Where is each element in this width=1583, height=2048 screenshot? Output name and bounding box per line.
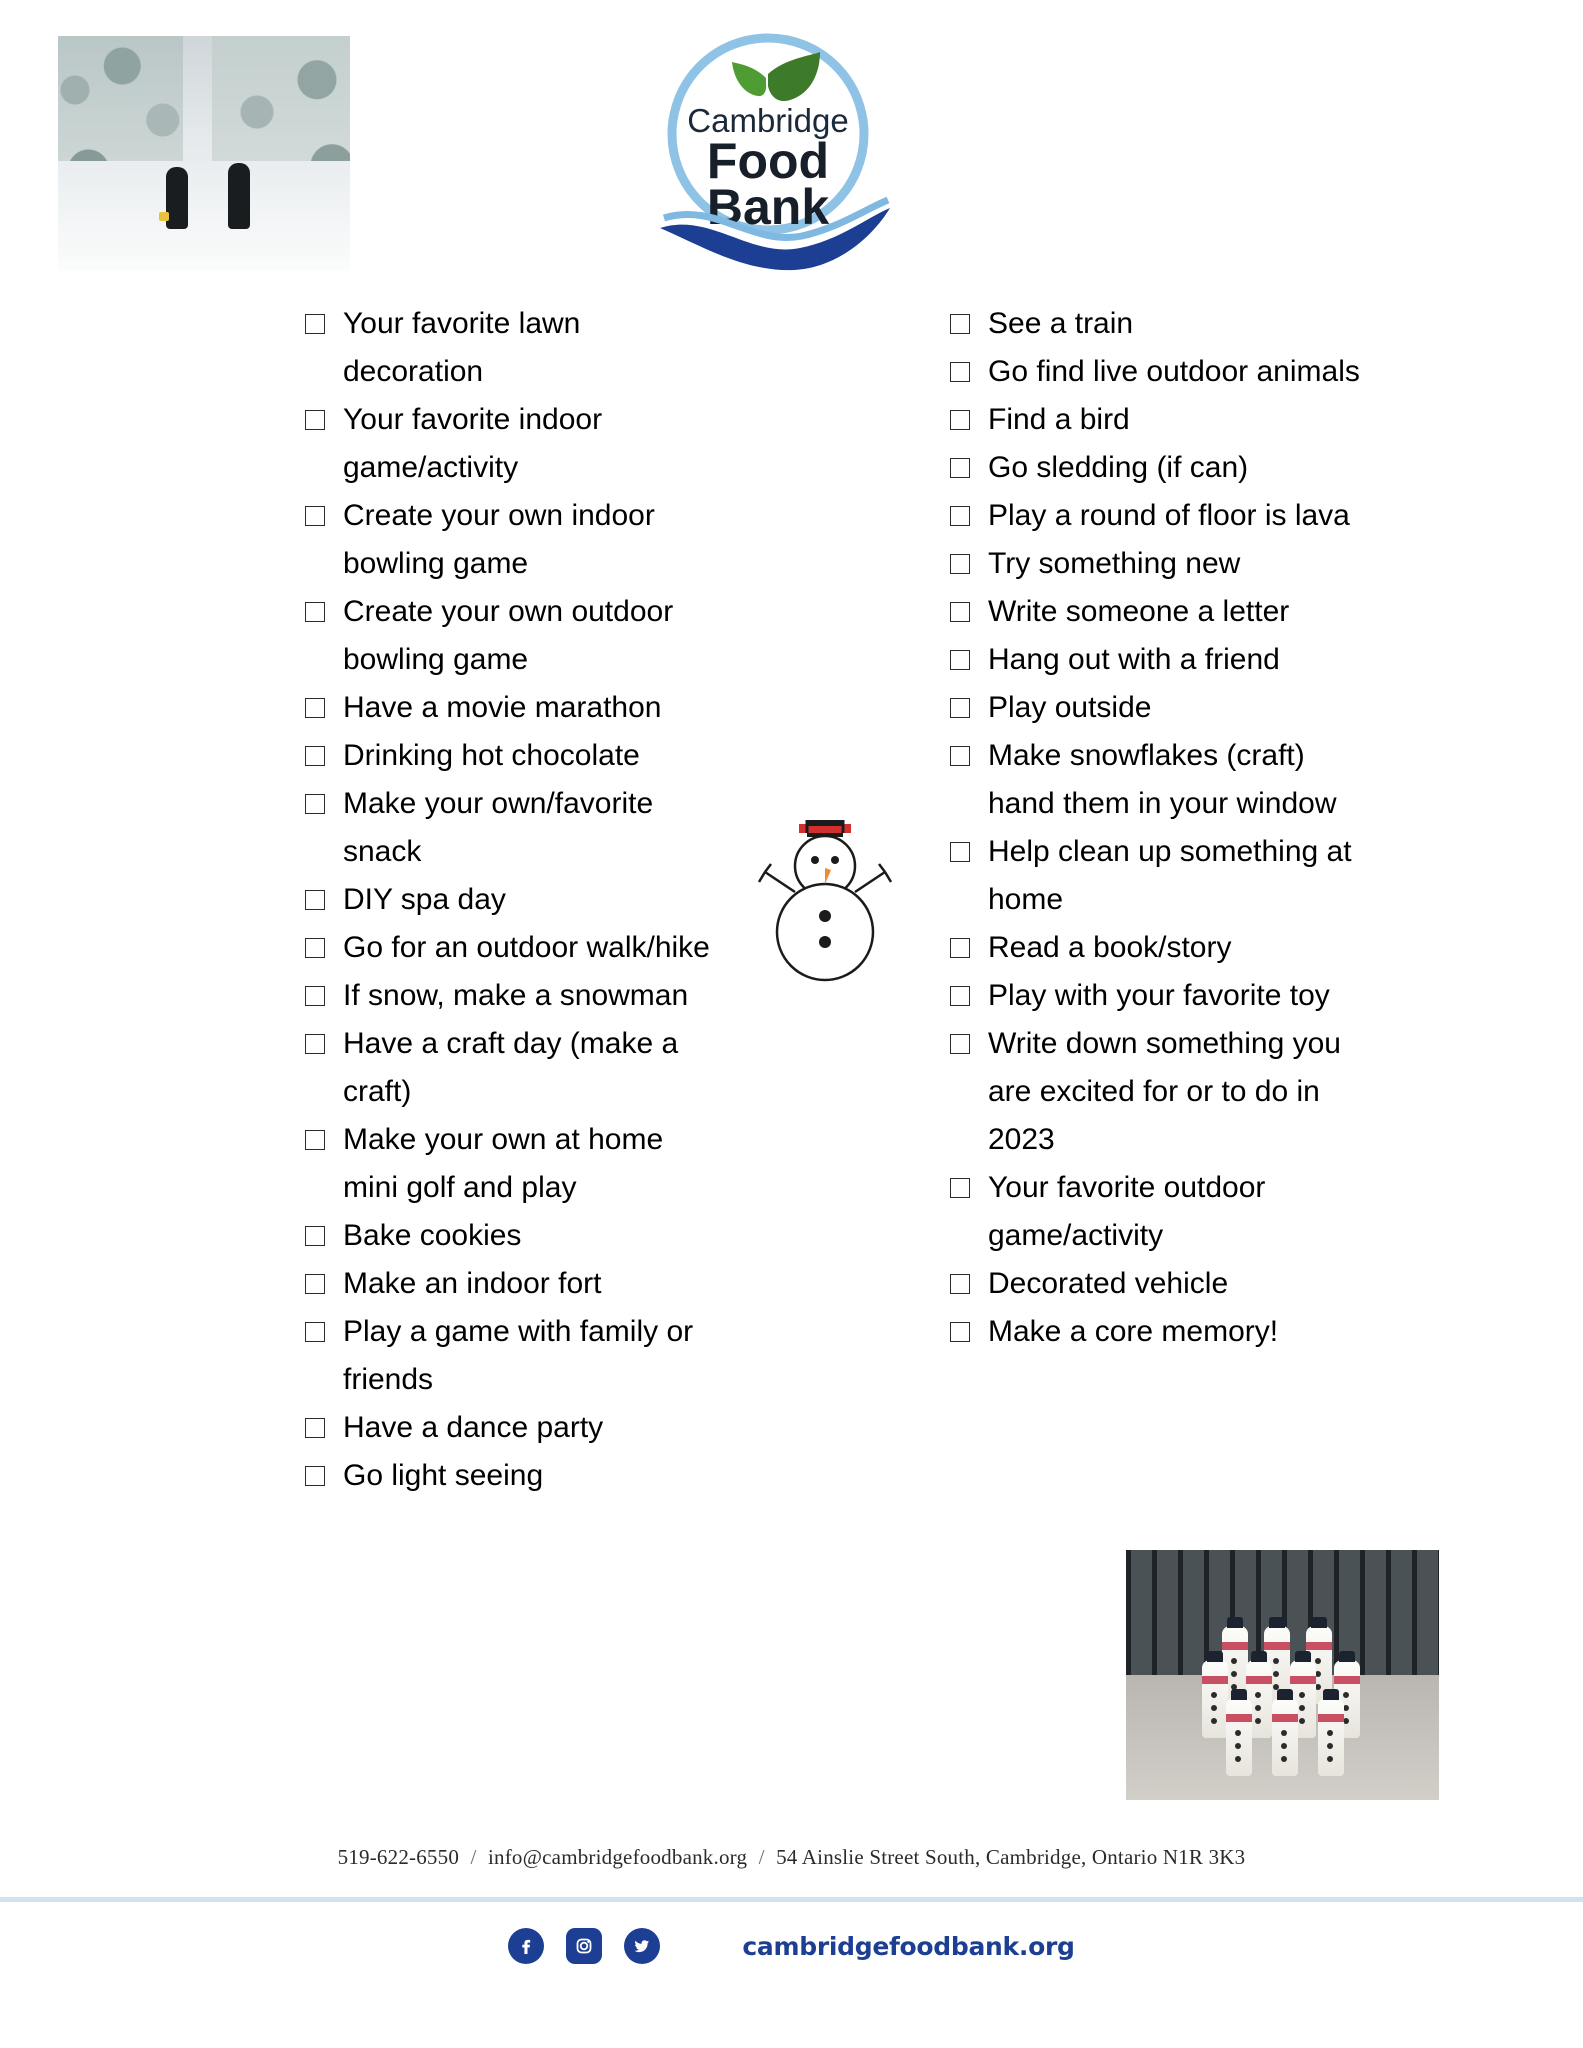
- checkbox-icon[interactable]: [305, 1418, 325, 1438]
- website-url[interactable]: cambridgefoodbank.org: [742, 1931, 1075, 1961]
- photo-person-left: [166, 167, 188, 229]
- checkbox-icon[interactable]: [305, 314, 325, 334]
- checklist-item[interactable]: [950, 540, 1370, 588]
- checklist-item[interactable]: [950, 1260, 1370, 1308]
- checklist-item[interactable]: [305, 300, 725, 396]
- checklist-item-label: Write down something you are excited for or to do in 2023: [988, 1027, 1341, 1156]
- checklist-item[interactable]: [305, 924, 725, 972]
- checkbox-icon[interactable]: [950, 650, 970, 670]
- checklist-item-label: Make a core memory!: [988, 1315, 1279, 1348]
- footer-social-bar: [0, 1928, 1583, 1964]
- photo-snowy-road: [58, 161, 350, 271]
- checkbox-icon[interactable]: [950, 362, 970, 382]
- checklist-item[interactable]: [305, 1020, 725, 1116]
- photo-bottle: [1318, 1698, 1344, 1776]
- checkbox-icon[interactable]: [950, 938, 970, 958]
- checklist-item-label: DIY spa day: [343, 883, 506, 916]
- facebook-icon[interactable]: [508, 1928, 544, 1964]
- checklist-item-label: Go light seeing: [343, 1459, 544, 1492]
- footer-separator: /: [470, 1845, 477, 1869]
- checklist-item[interactable]: [305, 1308, 725, 1404]
- checklist-item-label: Drinking hot chocolate: [343, 739, 640, 772]
- checklist-item-label: Your favorite lawn decoration: [343, 307, 581, 388]
- checklist-item[interactable]: [305, 1404, 725, 1452]
- checkbox-icon[interactable]: [950, 410, 970, 430]
- checklist-item-label: Your favorite indoor game/activity: [343, 403, 603, 484]
- checklist-column-left: [305, 300, 725, 1500]
- checklist-item-label: Find a bird: [988, 403, 1130, 436]
- checkbox-icon[interactable]: [950, 602, 970, 622]
- checklist-item-label: Go find live outdoor animals: [988, 355, 1360, 388]
- cambridge-food-bank-logo: [640, 22, 910, 282]
- checklist-item-label: If snow, make a snowman: [343, 979, 689, 1012]
- checklist-item-label: Make your own at home mini golf and play: [343, 1123, 664, 1204]
- footer-contact-line: [0, 1845, 1583, 1870]
- checklist-item-label: Read a book/story: [988, 931, 1232, 964]
- checkbox-icon[interactable]: [950, 1274, 970, 1294]
- checklist-column-right: [950, 300, 1370, 1356]
- checklist-item-label: Hang out with a friend: [988, 643, 1280, 676]
- checklist-item-label: Have a craft day (make a craft): [343, 1027, 679, 1108]
- checkbox-icon[interactable]: [305, 698, 325, 718]
- checkbox-icon[interactable]: [305, 890, 325, 910]
- checklist-item[interactable]: [950, 1020, 1370, 1164]
- checklist-item[interactable]: [305, 1212, 725, 1260]
- checklist-item-label: Make your own/favorite snack: [343, 787, 654, 868]
- checkbox-icon[interactable]: [950, 1178, 970, 1198]
- photo-person-right: [228, 163, 250, 229]
- checklist-item[interactable]: [950, 348, 1370, 396]
- twitter-icon[interactable]: [624, 1928, 660, 1964]
- checkbox-icon[interactable]: [305, 506, 325, 526]
- photo-bottle: [1202, 1660, 1228, 1738]
- checklist-item-label: Have a movie marathon: [343, 691, 662, 724]
- checklist-item-label: Create your own outdoor bowling game: [343, 595, 674, 676]
- checklist-item[interactable]: [950, 972, 1370, 1020]
- checklist-item[interactable]: [305, 780, 725, 876]
- checkbox-icon[interactable]: [305, 602, 325, 622]
- checkbox-icon[interactable]: [305, 410, 325, 430]
- checkbox-icon[interactable]: [950, 1322, 970, 1342]
- checklist-item-label: Play a game with family or friends: [343, 1315, 694, 1396]
- checklist-item-label: Decorated vehicle: [988, 1267, 1229, 1300]
- checklist-item[interactable]: [305, 1260, 725, 1308]
- checklist-right-list: [950, 300, 1370, 1356]
- checkbox-icon[interactable]: [305, 938, 325, 958]
- footer-separator: /: [758, 1845, 765, 1869]
- checklist-item-label: Go for an outdoor walk/hike: [343, 931, 710, 964]
- footer-email[interactable]: info@cambridgefoodbank.org: [487, 1845, 748, 1869]
- checklist-item[interactable]: [950, 828, 1370, 924]
- checkbox-icon[interactable]: [305, 746, 325, 766]
- checkbox-icon[interactable]: [950, 698, 970, 718]
- checklist-item[interactable]: [950, 684, 1370, 732]
- checkbox-icon[interactable]: [950, 842, 970, 862]
- checkbox-icon[interactable]: [950, 1034, 970, 1054]
- checklist-item[interactable]: [950, 924, 1370, 972]
- winter-walk-photo: [58, 36, 350, 271]
- checklist-item[interactable]: [950, 636, 1370, 684]
- checklist-item-label: See a train: [988, 307, 1134, 340]
- instagram-icon[interactable]: [566, 1928, 602, 1964]
- checklist-item-label: Go sledding (if can): [988, 451, 1249, 484]
- checkbox-icon[interactable]: [950, 986, 970, 1006]
- checklist-item[interactable]: [305, 684, 725, 732]
- checklist-item[interactable]: [305, 588, 725, 684]
- checklist-item-label: Have a dance party: [343, 1411, 604, 1444]
- svg-text:Bank: Bank: [706, 179, 830, 235]
- checklist-item[interactable]: [305, 972, 725, 1020]
- checklist-item[interactable]: [950, 732, 1370, 828]
- checklist-item-label: Try something new: [988, 547, 1241, 580]
- checklist-item-label: Make an indoor fort: [343, 1267, 602, 1300]
- checklist-item[interactable]: [950, 1164, 1370, 1260]
- checklist-item-label: Write someone a letter: [988, 595, 1290, 628]
- checklist-item-label: Help clean up something at home: [988, 835, 1352, 916]
- photo-bottle: [1226, 1698, 1252, 1776]
- checklist-item-label: Bake cookies: [343, 1219, 522, 1252]
- checklist-item-label: Play a round of floor is lava: [988, 499, 1350, 532]
- checklist-item-label: Your favorite outdoor game/activity: [988, 1171, 1266, 1252]
- svg-text:Food: Food: [706, 133, 830, 189]
- footer-address: 54 Ainslie Street South, Cambridge, Ontario N1R 3K3: [776, 1845, 1246, 1869]
- checklist-item[interactable]: [305, 396, 725, 492]
- snowman-bowling-pins-photo: [1126, 1550, 1439, 1800]
- checkbox-icon[interactable]: [305, 1274, 325, 1294]
- checkbox-icon[interactable]: [950, 506, 970, 526]
- checklist-item[interactable]: [950, 492, 1370, 540]
- checkbox-icon[interactable]: [950, 458, 970, 478]
- checklist-item[interactable]: [950, 396, 1370, 444]
- checklist-item[interactable]: [305, 1116, 725, 1212]
- checkbox-icon[interactable]: [305, 1226, 325, 1246]
- photo-bottle: [1272, 1698, 1298, 1776]
- checklist-item[interactable]: [950, 588, 1370, 636]
- checklist-item[interactable]: [950, 444, 1370, 492]
- checklist-item-label: Play outside: [988, 691, 1152, 724]
- checklist-item[interactable]: [950, 1308, 1370, 1356]
- checkbox-icon[interactable]: [950, 746, 970, 766]
- checklist-item[interactable]: [305, 492, 725, 588]
- checklist-item-label: Create your own indoor bowling game: [343, 499, 655, 580]
- checklist-item[interactable]: [305, 1452, 725, 1500]
- snowman-doodle-icon: [755, 820, 895, 1000]
- checkbox-icon[interactable]: [950, 554, 970, 574]
- svg-text:Cambridge: Cambridge: [687, 102, 849, 139]
- checklist-item[interactable]: [305, 732, 725, 780]
- footer-phone: 519-622-6550: [337, 1845, 460, 1869]
- checklist-left-list: [305, 300, 725, 1500]
- checkbox-icon[interactable]: [305, 1322, 325, 1342]
- checkbox-icon[interactable]: [305, 986, 325, 1006]
- checklist-item[interactable]: [305, 876, 725, 924]
- checkbox-icon[interactable]: [305, 1466, 325, 1486]
- footer-divider: [0, 1897, 1583, 1902]
- checkbox-icon[interactable]: [305, 1130, 325, 1150]
- checklist-item-label: Make snowflakes (craft) hand them in your window: [988, 739, 1337, 820]
- checkbox-icon[interactable]: [950, 314, 970, 334]
- checklist-item-label: Play with your favorite toy: [988, 979, 1330, 1012]
- checklist-item[interactable]: [950, 300, 1370, 348]
- checkbox-icon[interactable]: [305, 1034, 325, 1054]
- checkbox-icon[interactable]: [305, 794, 325, 814]
